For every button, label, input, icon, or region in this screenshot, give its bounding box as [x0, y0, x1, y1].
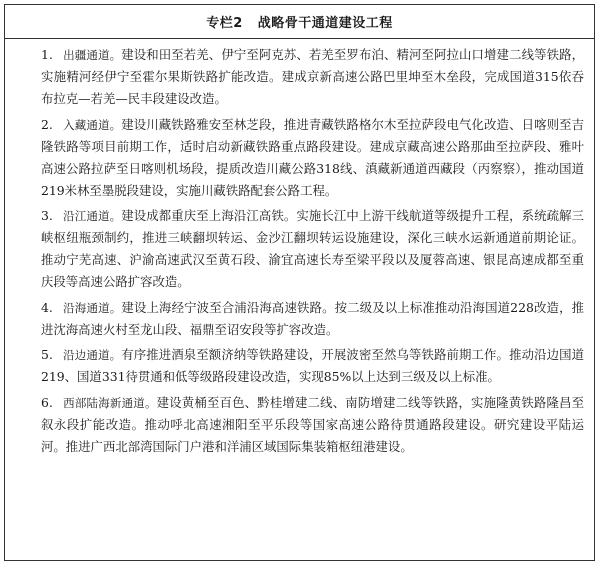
section-tibet	[17, 114, 584, 202]
section-text: 建设成都重庆至上海沿江高铁。实施长江中上游干线航道等级提升工程，系统疏解三峡枢纽瓶颈制约，推进三峡翻坝转运、金沙江翻坝转运设施建设，深化三峡水运新通道前期论证。推动宁芜高速、沪渝高速武汉至黄石段、渝宜高速长寿至梁平段以及厦蓉高速、银昆高速成都至重庆段等高速公路扩容改造。	[41, 208, 585, 289]
section-number: 1.	[41, 47, 53, 62]
section-name: 出疆通道。	[63, 48, 122, 62]
section-text: 建设黄桶至百色、黔桂增建二线、南防增建二线等铁路，实施隆黄铁路隆昌至叙永段扩能改造。推动呼北高速湘阳至平乐段等国家高速公路待贯通路段建设。研究建设平陆运河。推进广西北部湾国际门户港和洋浦区域国际集装箱枢纽港建设。	[41, 394, 585, 454]
section-xinjiang	[17, 44, 584, 110]
section-text: 建设和田至若羌、伊宁至阿克苏、若羌至罗布泊、精河至阿拉山口增建二线等铁路，实施精河经伊宁至霍尔果斯铁路扩能改造。建成京新高速公路巴里坤至木垒段，完成国道315依吞布拉克—若羌—民丰段建设改造。	[41, 47, 585, 106]
section-text: 建设上海经宁波至合浦沿海高速铁路。按二级及以上标准推动沿海国道228改造，推进沈海高速火村至龙山段、福鼎至诏安段等扩容改造。	[41, 299, 584, 337]
section-name: 西部陆海新通道。	[63, 395, 157, 410]
section-number: 4.	[41, 299, 53, 315]
box-header	[5, 5, 594, 39]
section-text: 建设川藏铁路雅安至林芝段，推进青藏铁路格尔木至拉萨段电气化改造、日喀则至吉隆铁路等项目前期工作，适时启动新藏铁路重点路段建设。建成京藏高速公路那曲至拉萨段、雅叶高速公路拉萨至日喀则机场段，提质改造川藏公路318线、滇藏新通道西藏段（丙察察），推动国道219米林至墨脱段建设，实施川藏铁路配套公路工程。	[41, 116, 585, 198]
section-text: 有序推进酒泉至额济纳等铁路建设，开展波密至然乌等铁路前期工作。推动沿边国道219、国道331待贯通和低等级路段建设改造，实现85%以上达到三级及以上标准。	[41, 347, 585, 384]
section-border	[17, 344, 584, 388]
section-name: 沿江通道。	[63, 209, 122, 223]
section-number: 2.	[41, 116, 53, 132]
section-name: 入藏通道。	[63, 117, 122, 132]
section-name: 沿海通道。	[63, 300, 122, 315]
section-number: 6.	[41, 394, 53, 410]
box-body	[5, 39, 594, 458]
section-number: 5.	[41, 347, 53, 362]
section-western-land-sea	[17, 392, 584, 458]
feature-box	[4, 4, 595, 561]
box-title: 专栏2 战略骨干通道建设工程	[206, 16, 393, 31]
section-coastal	[17, 297, 584, 341]
section-number: 3.	[41, 208, 53, 223]
section-name: 沿边通道。	[63, 348, 122, 362]
section-yangtze	[17, 205, 584, 293]
